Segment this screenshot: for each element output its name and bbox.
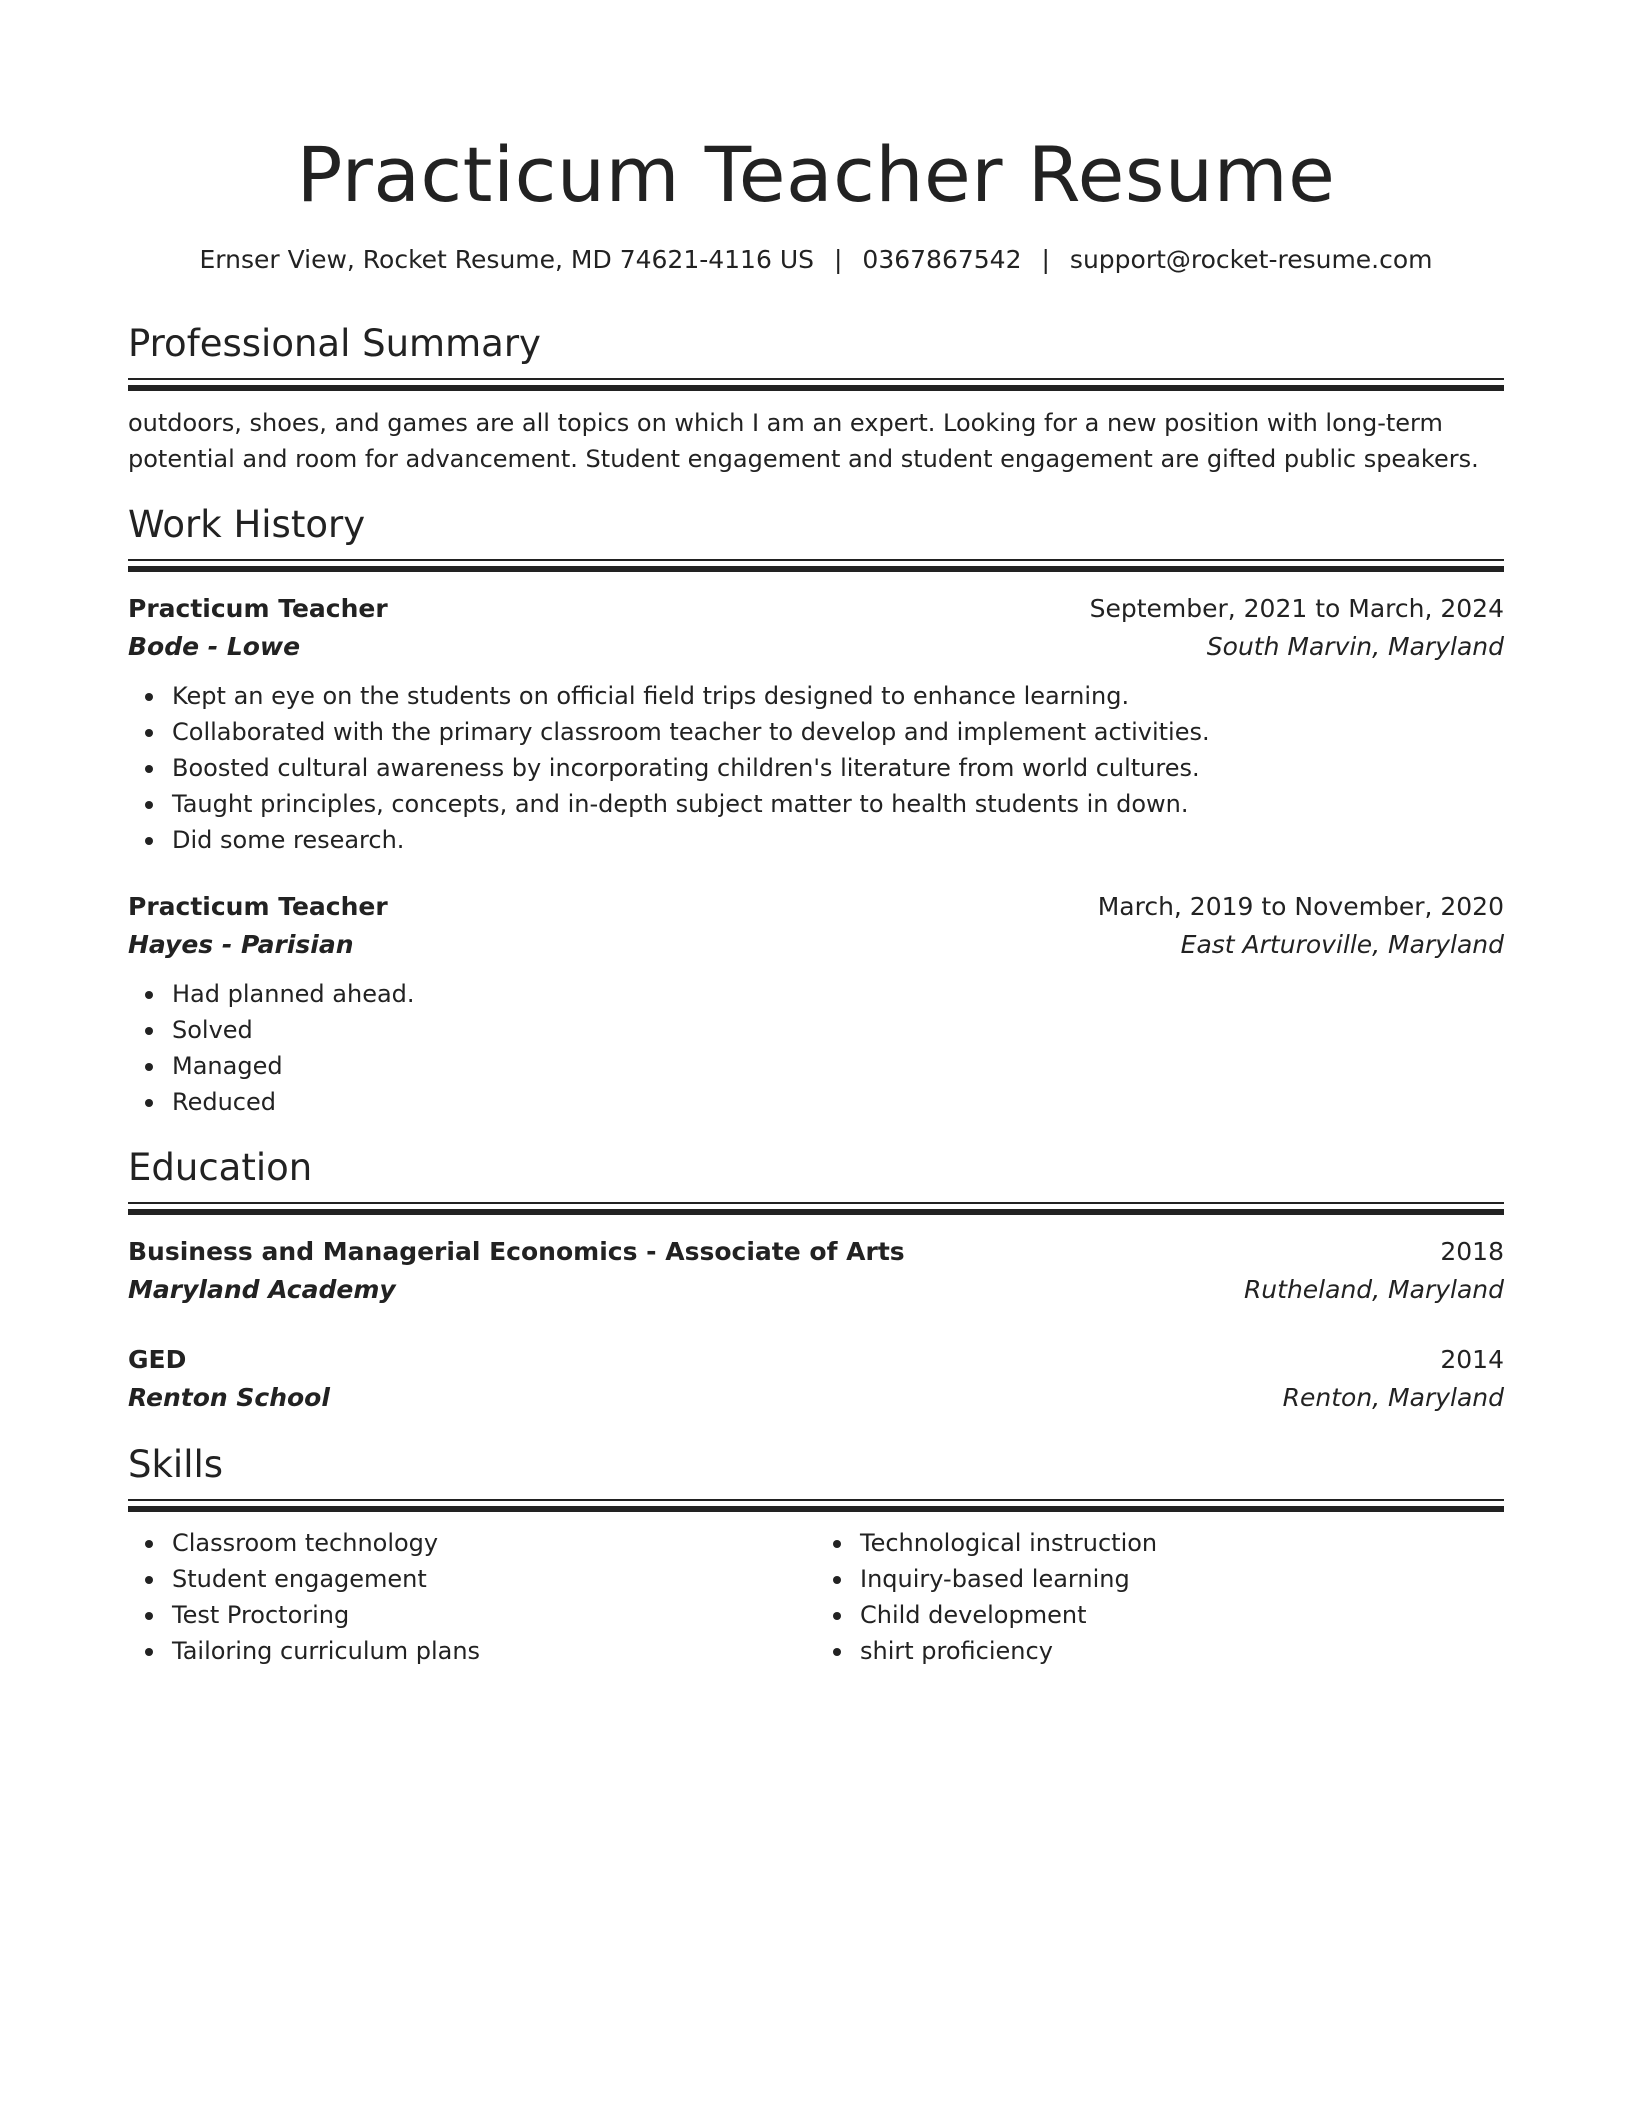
- list-item: Test Proctoring: [172, 1597, 816, 1633]
- education-header: [128, 1341, 1504, 1379]
- education-year: 2018: [1440, 1237, 1504, 1266]
- section-divider: [128, 1202, 1504, 1214]
- contact-address: Ernser View, Rocket Resume, MD 74621-4116 US: [199, 245, 814, 274]
- education-location: Renton, Maryland: [1282, 1383, 1504, 1412]
- job-location: East Arturoville, Maryland: [1180, 930, 1504, 959]
- job-bullets: [128, 976, 1504, 1120]
- section-heading-work: Work History: [128, 503, 366, 546]
- contact-separator: |: [833, 245, 843, 274]
- job-dates: September, 2021 to March, 2024: [1089, 594, 1504, 623]
- list-item: Taught principles, concepts, and in-depth subject matter to health students in down.: [172, 786, 1504, 822]
- list-item: Tailoring curriculum plans: [172, 1633, 816, 1669]
- list-item: Classroom technology: [172, 1525, 816, 1561]
- list-item: Had planned ahead.: [172, 976, 1504, 1012]
- list-item: Did some research.: [172, 822, 1504, 858]
- job-company: Hayes - Parisian: [128, 930, 354, 959]
- job-title: Practicum Teacher: [128, 594, 388, 623]
- list-item: Student engagement: [172, 1561, 816, 1597]
- job-entry: [128, 590, 1504, 858]
- job-entry: [128, 888, 1504, 1120]
- education-entry: [128, 1341, 1504, 1417]
- education-degree: Business and Managerial Economics - Associate of Arts: [128, 1237, 905, 1266]
- education-degree: GED: [128, 1345, 187, 1374]
- summary-text: outdoors, shoes, and games are all topics on which I am an expert. Looking for a new position with long-term potential and room for advancement. Student engagement and student engagement are gifted public speakers.: [128, 409, 1479, 473]
- list-item: Inquiry-based learning: [860, 1561, 1504, 1597]
- contact-email: support@rocket-resume.com: [1069, 245, 1433, 274]
- education-entry: [128, 1233, 1504, 1309]
- section-divider: [128, 378, 1504, 390]
- education-location: Rutheland, Maryland: [1243, 1275, 1504, 1304]
- education-subheader: [128, 1379, 1504, 1417]
- job-company: Bode - Lowe: [128, 632, 301, 661]
- job-location: South Marvin, Maryland: [1206, 632, 1504, 661]
- skills-columns: [128, 1525, 1504, 1669]
- list-item: Collaborated with the primary classroom teacher to develop and implement activities.: [172, 714, 1504, 750]
- skills-list-left: [128, 1525, 816, 1669]
- job-title: Practicum Teacher: [128, 892, 388, 921]
- section-heading-summary: Professional Summary: [128, 322, 541, 365]
- section-divider: [128, 559, 1504, 571]
- work-section: [128, 501, 1504, 1120]
- skills-section: [128, 1441, 1504, 1669]
- job-header: [128, 888, 1504, 926]
- section-heading-education: Education: [128, 1146, 313, 1189]
- job-subheader: [128, 926, 1504, 964]
- skills-list-right: [816, 1525, 1504, 1669]
- education-school: Maryland Academy: [128, 1275, 396, 1304]
- list-item: Child development: [860, 1597, 1504, 1633]
- education-school: Renton School: [128, 1383, 330, 1412]
- list-item: Technological instruction: [860, 1525, 1504, 1561]
- contact-phone: 0367867542: [862, 245, 1022, 274]
- page-title: Practicum Teacher Resume: [296, 130, 1336, 219]
- job-subheader: [128, 628, 1504, 666]
- summary-section: [128, 320, 1504, 477]
- list-item: Managed: [172, 1048, 1504, 1084]
- job-bullets: [128, 678, 1504, 858]
- list-item: shirt proficiency: [860, 1633, 1504, 1669]
- education-section: [128, 1144, 1504, 1417]
- resume-page: [128, 0, 1504, 1669]
- list-item: Kept an eye on the students on official field trips designed to enhance learning.: [172, 678, 1504, 714]
- education-year: 2014: [1440, 1345, 1504, 1374]
- education-header: [128, 1233, 1504, 1271]
- section-divider: [128, 1499, 1504, 1511]
- contact-line: [128, 240, 1504, 280]
- education-subheader: [128, 1271, 1504, 1309]
- job-header: [128, 590, 1504, 628]
- list-item: Solved: [172, 1012, 1504, 1048]
- section-heading-skills: Skills: [128, 1443, 224, 1486]
- job-dates: March, 2019 to November, 2020: [1097, 892, 1504, 921]
- list-item: Reduced: [172, 1084, 1504, 1120]
- list-item: Boosted cultural awareness by incorporating children's literature from world cultures.: [172, 750, 1504, 786]
- contact-separator: |: [1041, 245, 1050, 274]
